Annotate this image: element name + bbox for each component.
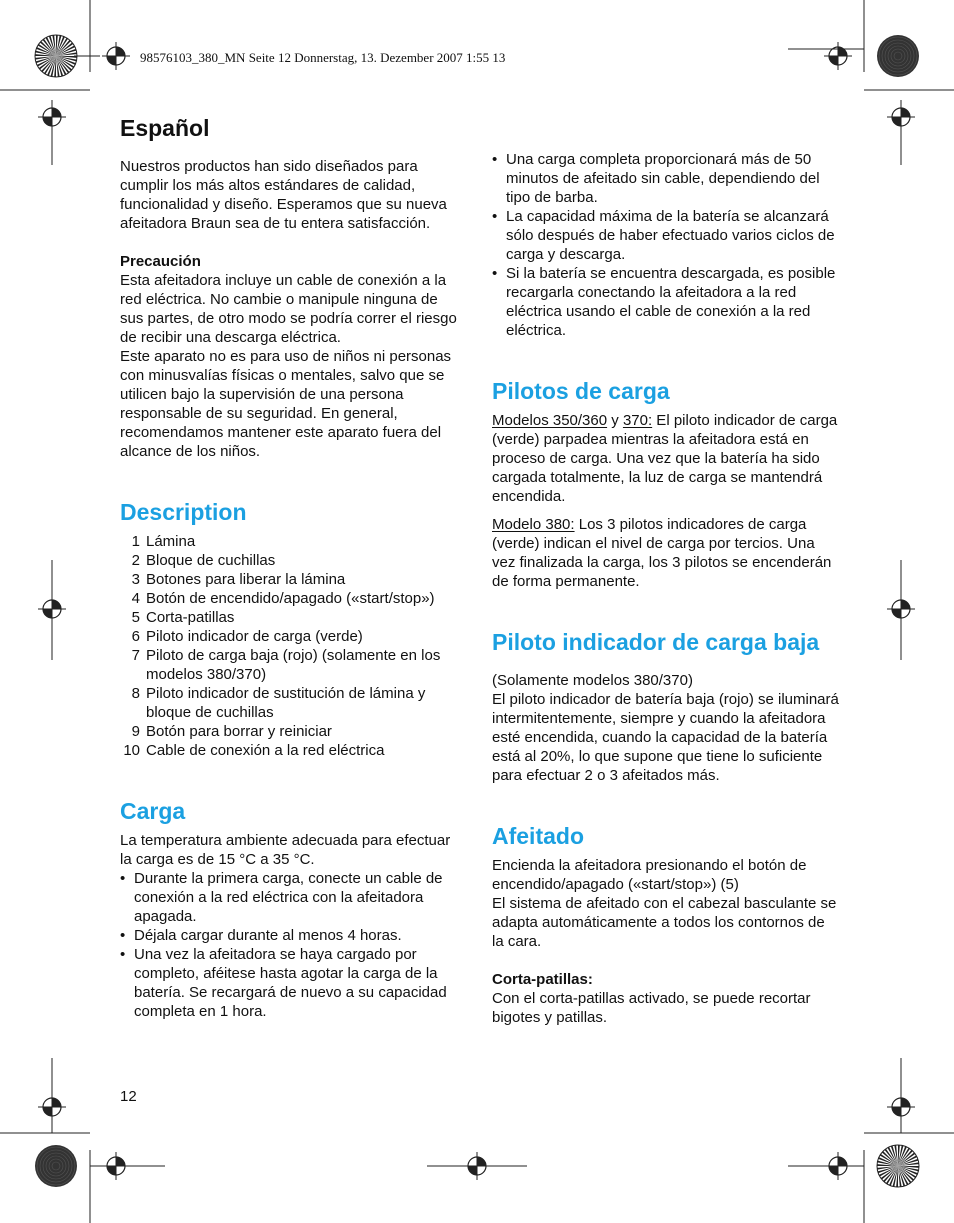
pilotos-heading: Pilotos de carga	[492, 378, 670, 404]
list-item: 4 Botón de encendido/apagado («start/stop»)	[131, 590, 435, 607]
pilotos-paragraph-1: Modelos 350/360 y 370: El piloto indicador de carga (verde) parpadea mientras la afeitadora está en proceso de carga. Una vez que la batería ha sido cargada totalmente, la luz de carga se mantendrá encendida.	[492, 412, 838, 505]
carga-baja-paragraph: El piloto indicador de batería baja (rojo) se iluminará intermitentemente, siempre y cuando la afeitadora esté encendida, cuando la capacidad de la batería está al 20%, lo que supone que tiene lo suficiente para efectuar 2 o 3 afeitados más.	[492, 691, 839, 784]
list-item: • Una vez la afeitadora se haya cargado por completo, aféitese hasta agotar la carga de la batería. Se recargará de nuevo a su capacidad completa en 1 hora.	[120, 945, 465, 1021]
description-heading: Description	[120, 499, 247, 525]
list-item: 10 Cable de conexión a la red eléctrica	[123, 742, 385, 759]
list-item: 8 Piloto indicador de sustitución de lámina y bloque de cuchillas	[131, 685, 426, 721]
list-item: 6 Piloto indicador de carga (verde)	[131, 628, 363, 645]
left-column	[120, 110, 465, 1021]
corta-patillas-paragraph: Con el corta-patillas activado, se puede recortar bigotes y patillas.	[492, 990, 811, 1026]
afeitado-paragraph-2: El sistema de afeitado con el cabezal basculante se adapta automáticamente a todos los contornos de la cara.	[492, 895, 837, 950]
list-item: 9 Botón para borrar y reiniciar	[131, 723, 332, 740]
carga-intro: La temperatura ambiente adecuada para efectuar la carga es de 15 °C a 35 °C.	[120, 832, 451, 868]
caution-paragraph-2: Este aparato no es para uso de niños ni personas con minusvalías físicas o mentales, salvo que se utilicen bajo la supervisión de una persona responsable de su seguridad. En general, recomendamos mantener este aparato fuera del alcance de los niños.	[120, 348, 452, 460]
list-item: • Déjala cargar durante al menos 4 horas.	[120, 926, 465, 945]
list-item: • Una carga completa proporcionará más de 50 minutos de afeitado sin cable, dependiendo del tipo de barba.	[492, 150, 840, 207]
list-item: 5 Corta-patillas	[131, 609, 235, 626]
list-item: • Si la batería se encuentra descargada, es posible recargarla conectando la afeitadora a la red eléctrica usando el cable de conexión a la red eléctrica.	[492, 264, 840, 340]
registration-disc-top-right	[877, 35, 919, 77]
print-slug-header: 98576103_380_MN Seite 12 Donnerstag, 13. Dezember 2007 1:55 13	[140, 50, 506, 65]
carga-baja-models: (Solamente modelos 380/370)	[492, 672, 693, 689]
caution-paragraph-1: Esta afeitadora incluye un cable de conexión a la red eléctrica. No cambie o manipule ninguna de sus partes, de otro modo se podría correr el riesgo de recibir una descarga eléctrica.	[120, 272, 457, 346]
list-item: 2 Bloque de cuchillas	[131, 552, 276, 569]
afeitado-paragraph-1: Encienda la afeitadora presionando el botón de encendido/apagado («start/stop») (5)	[492, 857, 807, 893]
models-label: Modelos 350/360	[492, 412, 608, 429]
models-label: Modelo 380:	[492, 516, 575, 533]
caution-heading: Precaución	[120, 253, 201, 270]
list-item: • La capacidad máxima de la batería se alcanzará sólo después de haber efectuado varios ciclos de carga y descarga.	[492, 207, 840, 264]
list-item: 1 Lámina	[131, 533, 196, 550]
carga-heading: Carga	[120, 798, 186, 824]
language-title: Español	[120, 115, 210, 141]
description-list	[120, 532, 465, 760]
list-item: 3 Botones para liberar la lámina	[131, 571, 346, 588]
corta-patillas-heading: Corta-patillas:	[492, 971, 593, 988]
carga-baja-heading: Piloto indicador de carga baja	[492, 629, 820, 655]
registration-disc-bottom-left	[35, 1145, 77, 1187]
list-item: • Durante la primera carga, conecte un cable de conexión a la red eléctrica con la afeitadora apagada.	[120, 869, 465, 926]
afeitado-heading: Afeitado	[492, 823, 584, 849]
intro-paragraph: Nuestros productos han sido diseñados para cumplir los más altos estándares de calidad, funcionalidad y diseño. Esperamos que su nueva afeitadora Braun sea de tu entera satisfacción.	[120, 158, 447, 232]
list-item: 7 Piloto de carga baja (rojo) (solamente en los modelos 380/370)	[131, 647, 441, 683]
page-number: 12	[120, 1088, 137, 1105]
right-column	[492, 150, 840, 1027]
models-label: 370:	[622, 412, 653, 429]
pilotos-paragraph-2: Modelo 380: Los 3 pilotos indicadores de carga (verde) indican el nivel de carga por tercios. Una vez finalizada la carga, los 3 pilotos se encenderán de forma permanente.	[492, 516, 832, 590]
